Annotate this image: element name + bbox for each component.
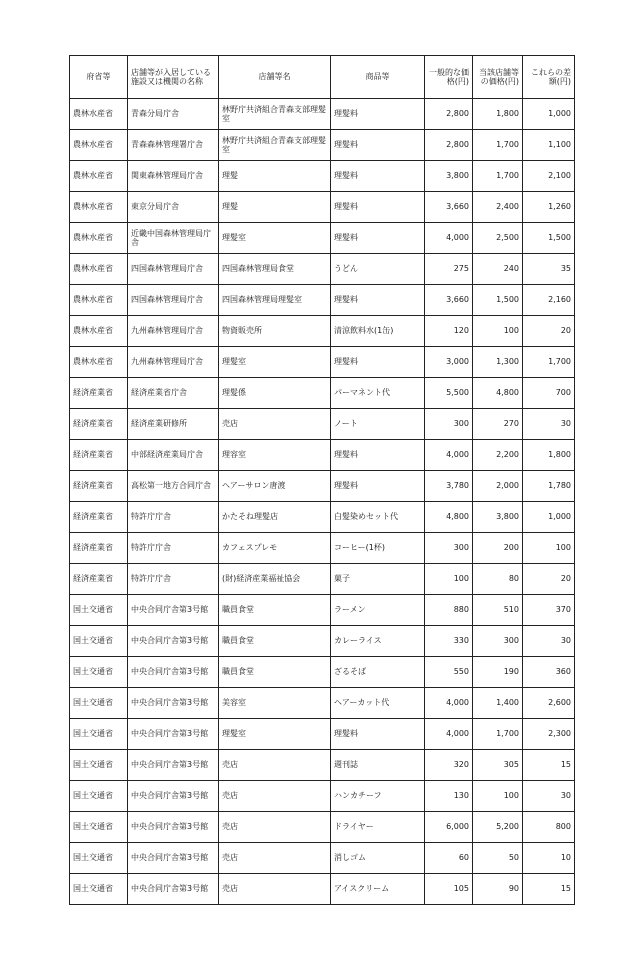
cell-general-price: 3,660 [425,192,473,223]
cell-difference: 370 [523,595,575,626]
cell-general-price: 3,800 [425,161,473,192]
table-row [70,316,575,347]
table-body [70,99,575,905]
cell-item: ヘアーカット代 [331,688,425,719]
cell-general-price: 130 [425,781,473,812]
cell-difference: 20 [523,316,575,347]
cell-store-price: 1,400 [473,688,523,719]
table-row [70,471,575,502]
table-row [70,564,575,595]
cell-store: 物資販売所 [219,316,331,347]
cell-general-price: 120 [425,316,473,347]
cell-store: 理容室 [219,440,331,471]
table-row [70,750,575,781]
cell-store: カフェスプレモ [219,533,331,564]
cell-store-price: 5,200 [473,812,523,843]
price-comparison-table [69,55,575,905]
cell-ministry: 農林水産省 [70,347,128,378]
cell-facility: 経済産業省庁舎 [128,378,219,409]
cell-difference: 1,800 [523,440,575,471]
cell-store: 理髪 [219,192,331,223]
cell-facility: 中央合同庁舎第3号館 [128,719,219,750]
cell-general-price: 275 [425,254,473,285]
cell-difference: 15 [523,750,575,781]
cell-facility: 九州森林管理局庁舎 [128,347,219,378]
cell-ministry: 国土交通省 [70,688,128,719]
cell-facility: 特許庁庁舎 [128,502,219,533]
header-general-price: 一般的な価格(円) [425,56,473,99]
cell-item: ラーメン [331,595,425,626]
cell-facility: 中央合同庁舎第3号館 [128,595,219,626]
table-row [70,719,575,750]
cell-difference: 35 [523,254,575,285]
cell-difference: 1,780 [523,471,575,502]
cell-difference: 1,500 [523,223,575,254]
cell-difference: 1,000 [523,99,575,130]
table-row [70,254,575,285]
cell-facility: 四国森林管理局庁舎 [128,254,219,285]
table-row [70,223,575,254]
cell-general-price: 6,000 [425,812,473,843]
cell-store-price: 305 [473,750,523,781]
header-store-price: 当該店舗等の価格(円) [473,56,523,99]
table-row [70,657,575,688]
cell-facility: 四国森林管理局庁舎 [128,285,219,316]
cell-general-price: 300 [425,409,473,440]
cell-difference: 2,100 [523,161,575,192]
cell-ministry: 農林水産省 [70,130,128,161]
cell-store: 四国森林管理局食堂 [219,254,331,285]
cell-difference: 1,100 [523,130,575,161]
cell-ministry: 経済産業省 [70,378,128,409]
table-row [70,347,575,378]
cell-general-price: 550 [425,657,473,688]
cell-item: 理髪料 [331,471,425,502]
cell-facility: 東京分局庁舎 [128,192,219,223]
cell-item: 理髪料 [331,223,425,254]
table-row [70,161,575,192]
cell-item: カレーライス [331,626,425,657]
table-row [70,130,575,161]
cell-facility: 中央合同庁舎第3号館 [128,781,219,812]
cell-ministry: 経済産業省 [70,564,128,595]
cell-store-price: 1,700 [473,130,523,161]
cell-store-price: 1,800 [473,99,523,130]
cell-item: 理髪料 [331,130,425,161]
cell-general-price: 5,500 [425,378,473,409]
cell-ministry: 農林水産省 [70,192,128,223]
cell-facility: 中央合同庁舎第3号館 [128,843,219,874]
cell-store-price: 2,000 [473,471,523,502]
cell-store-price: 270 [473,409,523,440]
cell-facility: 関東森林管理局庁舎 [128,161,219,192]
cell-store-price: 2,500 [473,223,523,254]
cell-facility: 特許庁庁舎 [128,564,219,595]
cell-item: 理髪料 [331,99,425,130]
table-row [70,533,575,564]
cell-general-price: 320 [425,750,473,781]
cell-difference: 100 [523,533,575,564]
cell-difference: 700 [523,378,575,409]
cell-general-price: 3,780 [425,471,473,502]
header-difference: これらの差額(円) [523,56,575,99]
cell-facility: 青森森林管理署庁舎 [128,130,219,161]
cell-general-price: 100 [425,564,473,595]
table-row [70,192,575,223]
cell-difference: 30 [523,781,575,812]
table-row [70,781,575,812]
cell-item: 週刊誌 [331,750,425,781]
cell-difference: 20 [523,564,575,595]
cell-facility: 中部経済産業局庁舎 [128,440,219,471]
cell-general-price: 880 [425,595,473,626]
cell-store: 職員食堂 [219,657,331,688]
cell-facility: 中央合同庁舎第3号館 [128,874,219,905]
cell-difference: 30 [523,626,575,657]
cell-general-price: 4,000 [425,440,473,471]
cell-store-price: 3,800 [473,502,523,533]
header-ministry: 府省等 [70,56,128,99]
cell-ministry: 国土交通省 [70,657,128,688]
table-row [70,874,575,905]
cell-item: 理髪料 [331,347,425,378]
cell-facility: 高松第一地方合同庁舎 [128,471,219,502]
cell-general-price: 3,000 [425,347,473,378]
cell-facility: 中央合同庁舎第3号館 [128,750,219,781]
cell-difference: 15 [523,874,575,905]
cell-difference: 800 [523,812,575,843]
cell-ministry: 経済産業省 [70,502,128,533]
cell-ministry: 経済産業省 [70,440,128,471]
table-row [70,99,575,130]
cell-item: ノート [331,409,425,440]
cell-store: 売店 [219,409,331,440]
cell-store: ヘアーサロン唐渡 [219,471,331,502]
cell-store-price: 90 [473,874,523,905]
cell-general-price: 4,800 [425,502,473,533]
cell-item: アイスクリーム [331,874,425,905]
table-row [70,812,575,843]
cell-store: 理髪 [219,161,331,192]
cell-item: パーマネント代 [331,378,425,409]
cell-store-price: 1,700 [473,719,523,750]
cell-general-price: 60 [425,843,473,874]
cell-ministry: 経済産業省 [70,471,128,502]
cell-item: 清涼飲料水(1缶) [331,316,425,347]
cell-store: 売店 [219,812,331,843]
cell-store: 売店 [219,874,331,905]
table-row [70,626,575,657]
cell-store: 四国森林管理局理髪室 [219,285,331,316]
cell-ministry: 農林水産省 [70,254,128,285]
table-row [70,409,575,440]
cell-facility: 経済産業研修所 [128,409,219,440]
cell-store: 理髪係 [219,378,331,409]
cell-ministry: 国土交通省 [70,750,128,781]
cell-ministry: 国土交通省 [70,626,128,657]
cell-ministry: 経済産業省 [70,533,128,564]
cell-general-price: 300 [425,533,473,564]
cell-store-price: 1,300 [473,347,523,378]
header-facility: 店舗等が入居している施設又は機関の名称 [128,56,219,99]
cell-item: 菓子 [331,564,425,595]
cell-store: 林野庁共済組合青森支部理髪室 [219,99,331,130]
cell-item: ハンカチーフ [331,781,425,812]
cell-general-price: 105 [425,874,473,905]
cell-item: 消しゴム [331,843,425,874]
cell-facility: 青森分局庁舎 [128,99,219,130]
cell-facility: 近畿中国森林管理局庁舎 [128,223,219,254]
cell-ministry: 農林水産省 [70,99,128,130]
cell-store: 職員食堂 [219,626,331,657]
cell-store: 美容室 [219,688,331,719]
cell-general-price: 3,660 [425,285,473,316]
cell-store-price: 300 [473,626,523,657]
cell-store-price: 190 [473,657,523,688]
cell-item: 理髪料 [331,192,425,223]
cell-ministry: 国土交通省 [70,843,128,874]
header-row [70,56,575,99]
cell-store: 理髪室 [219,223,331,254]
cell-ministry: 国土交通省 [70,812,128,843]
cell-store-price: 240 [473,254,523,285]
table-row [70,502,575,533]
table-row [70,688,575,719]
cell-ministry: 国土交通省 [70,719,128,750]
header-store: 店舗等名 [219,56,331,99]
cell-store-price: 100 [473,781,523,812]
cell-difference: 1,260 [523,192,575,223]
cell-store: 売店 [219,781,331,812]
cell-facility: 中央合同庁舎第3号館 [128,626,219,657]
cell-general-price: 2,800 [425,130,473,161]
table-row [70,440,575,471]
cell-store-price: 100 [473,316,523,347]
cell-store-price: 2,400 [473,192,523,223]
cell-item: うどん [331,254,425,285]
table-row [70,285,575,316]
header-item: 商品等 [331,56,425,99]
cell-difference: 1,700 [523,347,575,378]
cell-item: 白髪染めセット代 [331,502,425,533]
cell-ministry: 農林水産省 [70,316,128,347]
cell-ministry: 国土交通省 [70,781,128,812]
cell-ministry: 国土交通省 [70,595,128,626]
cell-store-price: 1,500 [473,285,523,316]
cell-store: 売店 [219,750,331,781]
cell-ministry: 経済産業省 [70,409,128,440]
cell-store-price: 4,800 [473,378,523,409]
cell-ministry: 農林水産省 [70,285,128,316]
cell-difference: 10 [523,843,575,874]
cell-store: (財)経済産業福祉協会 [219,564,331,595]
cell-item: ざるそば [331,657,425,688]
cell-facility: 中央合同庁舎第3号館 [128,688,219,719]
cell-general-price: 2,800 [425,99,473,130]
cell-store-price: 1,700 [473,161,523,192]
cell-store-price: 80 [473,564,523,595]
table-row [70,843,575,874]
cell-item: コーヒー(1杯) [331,533,425,564]
cell-facility: 中央合同庁舎第3号館 [128,812,219,843]
cell-facility: 特許庁庁舎 [128,533,219,564]
cell-general-price: 4,000 [425,719,473,750]
cell-difference: 2,300 [523,719,575,750]
cell-store-price: 510 [473,595,523,626]
cell-item: 理髪料 [331,440,425,471]
cell-general-price: 330 [425,626,473,657]
cell-general-price: 4,000 [425,223,473,254]
cell-item: ドライヤー [331,812,425,843]
cell-ministry: 国土交通省 [70,874,128,905]
cell-store: 理髪室 [219,347,331,378]
cell-difference: 2,160 [523,285,575,316]
cell-store: 林野庁共済組合青森支部理髪室 [219,130,331,161]
cell-facility: 九州森林管理局庁舎 [128,316,219,347]
cell-store: 職員食堂 [219,595,331,626]
cell-item: 理髪料 [331,285,425,316]
table-row [70,378,575,409]
cell-store: 売店 [219,843,331,874]
cell-difference: 360 [523,657,575,688]
cell-ministry: 農林水産省 [70,161,128,192]
cell-store-price: 200 [473,533,523,564]
cell-store-price: 2,200 [473,440,523,471]
cell-item: 理髪料 [331,719,425,750]
table-row [70,595,575,626]
cell-difference: 1,000 [523,502,575,533]
cell-facility: 中央合同庁舎第3号館 [128,657,219,688]
cell-store: 理髪室 [219,719,331,750]
cell-store: かたそね理髪店 [219,502,331,533]
cell-difference: 2,600 [523,688,575,719]
cell-difference: 30 [523,409,575,440]
cell-store-price: 50 [473,843,523,874]
cell-ministry: 農林水産省 [70,223,128,254]
cell-general-price: 4,000 [425,688,473,719]
cell-item: 理髪料 [331,161,425,192]
table-header [70,56,575,99]
